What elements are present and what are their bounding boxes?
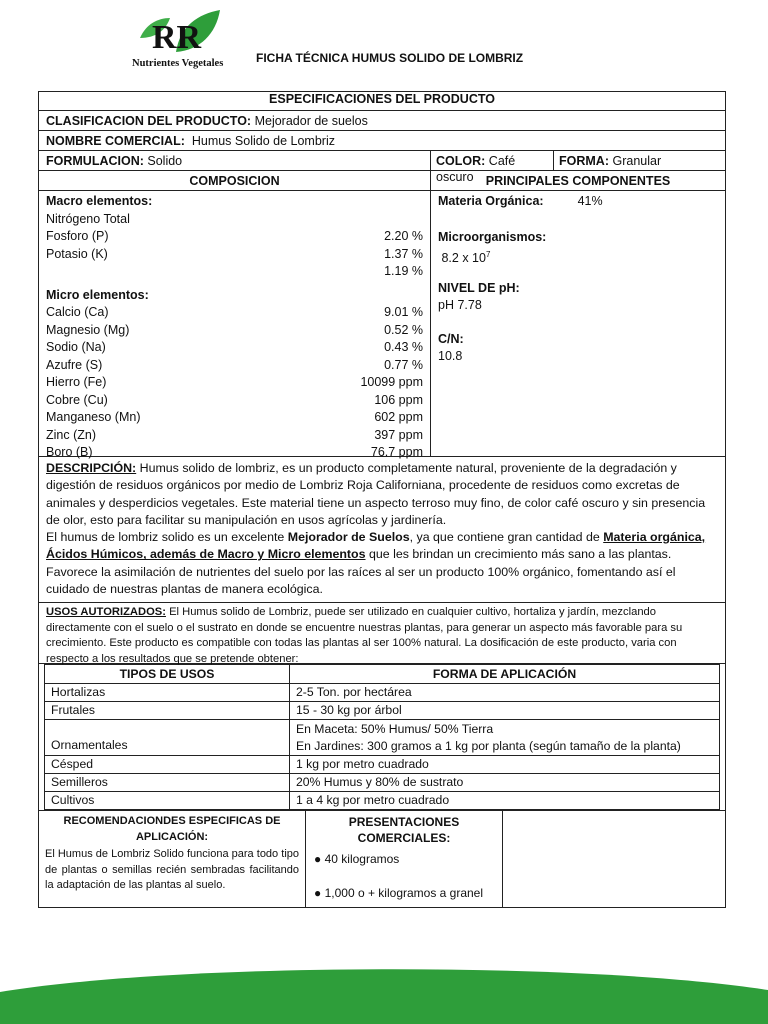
composicion-header-row (39, 171, 725, 191)
color-value: Café oscuro (436, 154, 516, 184)
composicion-row (39, 191, 725, 457)
formulacion-value: Solido (147, 154, 183, 168)
usos-table-row (39, 664, 725, 811)
recomendaciones-box (39, 811, 306, 907)
cn-label: C/N: (438, 331, 464, 346)
spec-title: ESPECIFICACIONES DEL PRODUCTO (269, 92, 495, 106)
descripcion-text: Humus solido de lombriz, es un producto completamente natural, proveniente de la degradación y digestión de residuos orgánicos por medio de Lombriz Roja Californiana, procedente de residuos como excretas de animales y desperdicios vegetales. Este material tiene un aspecto terroso muy fino, de color café oscuro y sin presencia de olor, esto para facilitar su manipulación en usos agrícolas y jardinería. (46, 461, 706, 527)
micro-item: Azufre (S) 0.77 % (46, 357, 423, 372)
macro-item: Potasio (K) 1.37 % (46, 246, 423, 261)
table-header-tipos: TIPOS DE USOS (45, 665, 290, 684)
usos-label: USOS AUTORIZADOS: (46, 606, 166, 618)
componentes-title: PRINCIPALES COMPONENTES (485, 174, 671, 188)
cn-value: 10.8 (438, 349, 463, 363)
table-header-forma: FORMA DE APLICACIÓN (290, 665, 720, 684)
componentes-list (431, 191, 725, 456)
usos-text: El Humus solido de Lombriz, puede ser utilizado en cualquier cultivo, hortaliza y jardín, mezclando directamente con el suelo o el sustrato en donde se encuentre nuestras plantas, para generar un aspecto más favorable para su crecimiento. Este producto es compatible con todas las plantas al ser 100% natural. La dosificación de este producto, varia con respecto a los resultados que se pretende obtener: (46, 606, 683, 665)
macro-item: 1.19 % (384, 264, 423, 278)
micro-item: Zinc (Zn) 397 ppm (46, 427, 423, 442)
micro-item: Boro (B) 76.7 ppm (46, 445, 423, 459)
descripcion-section: DESCRIPCIÓN: Humus solido de lombriz, es un producto completamente natural, proveniente de la degradación y digestión de residuos orgánicos por medio de Lombriz Roja Californiana, procedente de residuos como excretas de animales y desperdicios vegetales. Este material tiene un aspecto terroso muy fino, de color café oscuro y sin presencia de olor, esto para facilitar su manipulación en usos agrícolas y jardinería. El humus de lombriz solido es un excelente Mejorador de Suelos, ya que contiene gran cantidad de Materia orgánica, Ácidos Húmicos, además de Macro y Micro elementos que les brindan un crecimiento más sano a las plantas. Favorece la asimilación de nutrientes del suelo por las raíces al ser un producto 100% orgánico, fomentando así el cuidado de nuestras plantas de manera ecológica. (39, 457, 725, 603)
formulacion-label: FORMULACION: (46, 154, 144, 168)
nombre-row (39, 131, 725, 151)
brand-logo (128, 8, 238, 72)
table-row: Hortalizas 2-5 Ton. por hectárea (45, 684, 720, 702)
leaf-icon (136, 8, 226, 56)
microorganismos-exponent: 7 (485, 250, 491, 259)
macro-item: Nitrógeno Total (46, 211, 130, 226)
bottom-section (39, 811, 725, 907)
macro-item: Fosforo (P) 2.20 % (46, 229, 423, 243)
forma-label: FORMA: (559, 154, 609, 168)
presentaciones-title: PRESENTACIONES COMERCIALES: (348, 815, 460, 845)
logo-text: Nutrientes Vegetales (132, 58, 224, 69)
micro-title: Micro elementos: (46, 287, 149, 302)
recomendaciones-text: El Humus de Lombriz Solido funciona para todo tipo de plantas o semillas recién sembradas facilitando la adaptación de las plantas al suelo. (45, 848, 299, 891)
nombre-value: Humus Solido de Lombriz (191, 134, 335, 148)
empty-box (503, 811, 725, 907)
ph-label: NIVEL DE pH: (438, 280, 520, 295)
composicion-title: COMPOSICION (39, 171, 431, 190)
micro-item: Magnesio (Mg) 0.52 % (46, 322, 423, 337)
forma-value: Granular (612, 154, 662, 168)
spec-header (39, 92, 725, 111)
document-title: FICHA TÉCNICA HUMUS SOLIDO DE LOMBRIZ (256, 51, 524, 65)
presentaciones-box (306, 811, 503, 907)
nombre-label: NOMBRE COMERCIAL: (46, 134, 185, 148)
ph-value: pH 7.78 (438, 298, 482, 312)
micro-item: Cobre (Cu) 106 ppm (46, 392, 423, 407)
micro-item: Hierro (Fe) 10099 ppm (46, 375, 423, 389)
recomendaciones-title: RECOMENDACIONDES ESPECIFICAS DE APLICACIÓN: (63, 815, 281, 843)
micro-item: Sodio (Na) 0.43 % (46, 340, 423, 354)
macro-title: Macro elementos: (46, 194, 153, 208)
materia-value: 41% (577, 194, 603, 208)
presentacion-item: ● 1,000 o + kilogramos a granel (314, 886, 484, 900)
materia-label: Materia Orgánica: (438, 194, 544, 208)
usos-section (39, 603, 725, 664)
table-row: Semilleros 20% Humus y 80% de sustrato (45, 774, 720, 792)
table-row: Cultivos 1 a 4 kg por metro cuadrado (45, 792, 720, 810)
presentacion-item: ● 40 kilogramos (314, 852, 400, 866)
composicion-list (39, 191, 431, 459)
microorganismos-value: 8.2 x 10 (441, 251, 486, 266)
clasificacion-label: CLASIFICACION DEL PRODUCTO: (46, 114, 252, 128)
clasificacion-row (39, 111, 725, 131)
table-row: Ornamentales En Maceta: 50% Humus/ 50% Tierra En Jardines: 300 gramos a 1 kg por planta (según tamaño de la planta) (45, 720, 720, 756)
color-label: COLOR: (436, 154, 486, 168)
logo-letters: RR (152, 19, 202, 56)
micro-item: Calcio (Ca) 9.01 % (46, 305, 423, 319)
descripcion-label: DESCRIPCIÓN: (46, 461, 137, 475)
table-row: Frutales 15 - 30 kg por árbol (45, 702, 720, 720)
clasificacion-value: Mejorador de suelos (254, 114, 368, 128)
usos-table (44, 664, 720, 810)
microorganismos-label: Microorganismos: (438, 229, 547, 244)
micro-item: Manganeso (Mn) 602 ppm (46, 410, 423, 424)
footer-wave (0, 962, 768, 1024)
spec-sheet (38, 91, 726, 908)
table-row: Césped 1 kg por metro cuadrado (45, 756, 720, 774)
